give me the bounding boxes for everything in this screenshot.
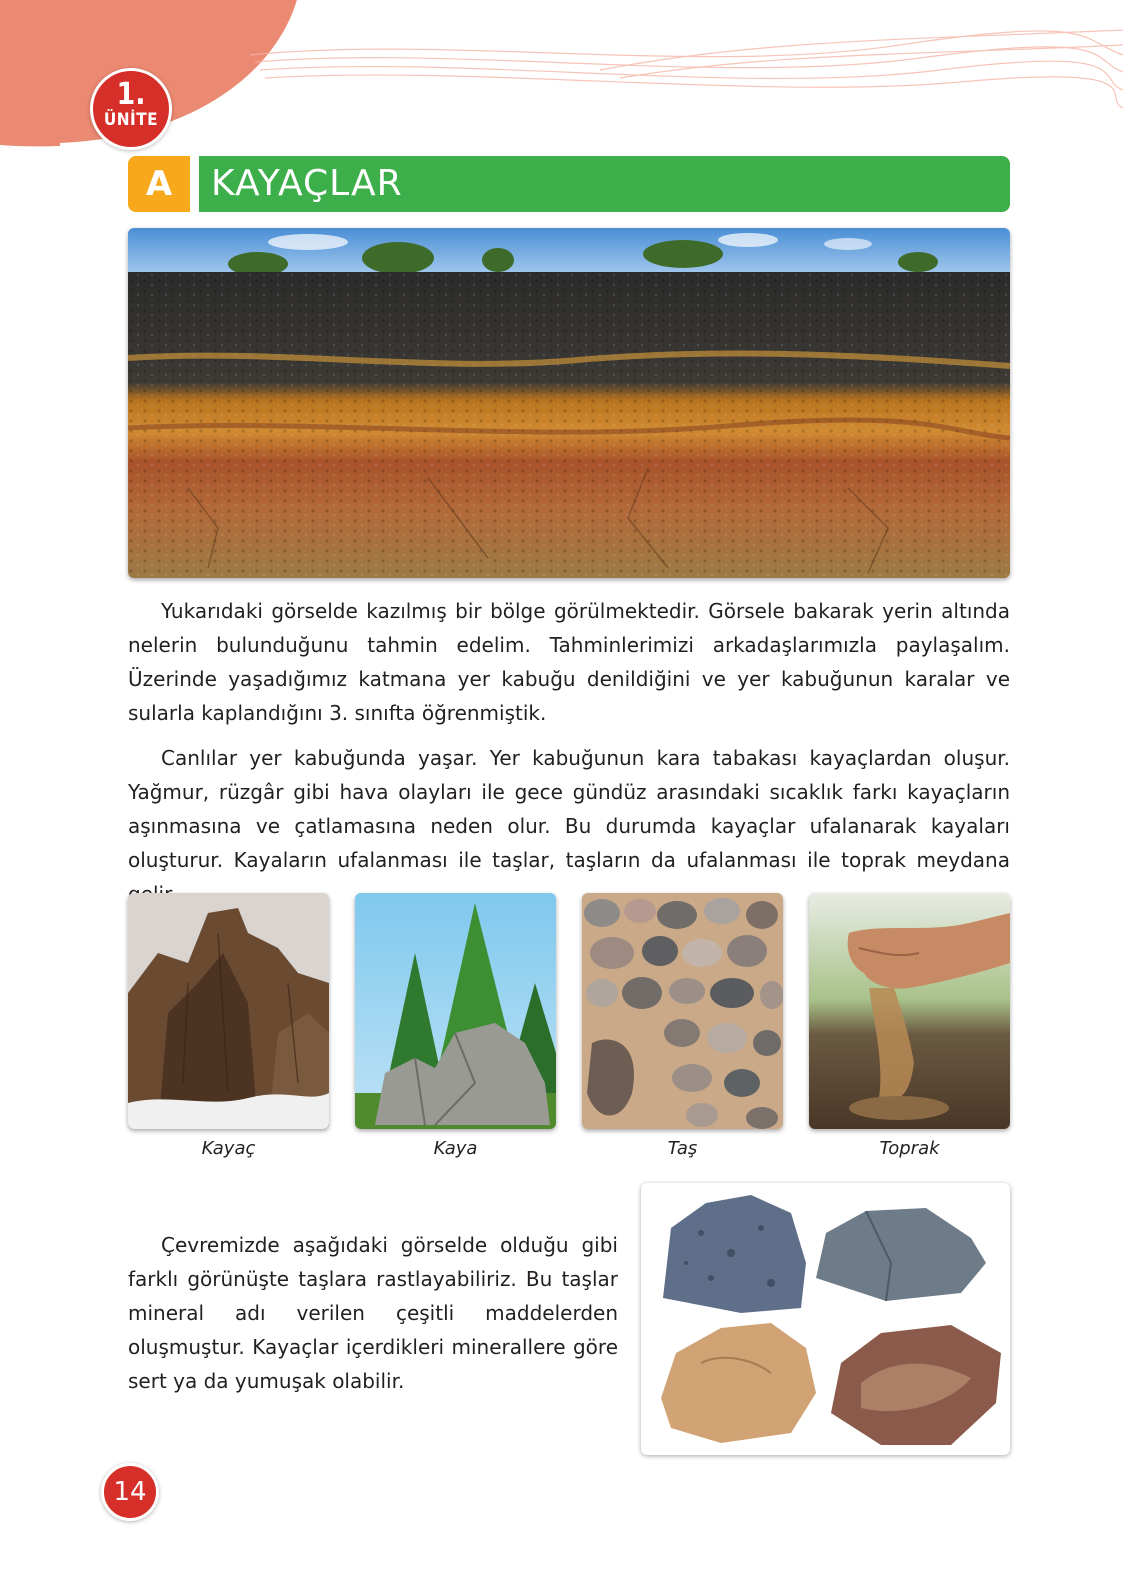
pebbles-photo xyxy=(582,893,783,1129)
section-title-bar xyxy=(128,156,1010,212)
boulder-photo xyxy=(355,893,556,1129)
section-letter: A xyxy=(128,156,190,212)
intro-paragraph: Yukarıdaki görselde kazılmış bir bölge görülmektedir. Görsele bakarak yerin altında nelerin bulunduğunu tahmin edelim. Tahminlerimizi arkadaşlarımızla paylaşalım. Üzerinde yaşadığımız katmana yer kabuğu denildiğini ve yer kabuğunun karalar ve sularla kaplandığını 3. sınıfta öğrenmiştik. xyxy=(128,599,1010,725)
soil-layers-photo xyxy=(128,228,1010,578)
rock-formation-photo xyxy=(128,893,329,1129)
caption-tas: Taş xyxy=(667,1138,698,1159)
unit-label: ÜNİTE xyxy=(103,110,159,130)
minerals-paragraph: Çevremizde aşağıdaki görselde olduğu gibi farklı görünüşte taşlara rastlayabiliriz. Bu taşlar mineral adı verilen çeşitli maddelerden oluşmuştur. Kayaçlar içerdikleri minerallere göre sert ya da yumuşak olabilir. xyxy=(128,1233,618,1393)
unit-number: 1. xyxy=(116,77,146,112)
unit-badge xyxy=(90,68,172,150)
soil-photo xyxy=(809,893,1010,1129)
caption-toprak: Toprak xyxy=(879,1138,940,1159)
section-title: KAYAÇLAR xyxy=(199,156,1010,212)
caption-kaya: Kaya xyxy=(433,1138,478,1159)
rock-samples-photo xyxy=(641,1183,1010,1455)
caption-kayac: Kayaç xyxy=(201,1138,256,1159)
formation-paragraph: Canlılar yer kabuğunda yaşar. Yer kabuğunun kara tabakası kayaçlardan oluşur. Yağmur, rüzgâr gibi hava olayları ile gece gündüz arasındaki sıcaklık farkı kayaçların aşınmasına ve çatlamasına neden olur. Bu durumda kayaçlar ufalanarak kayaları oluşturur. Kayaların ufalanması ile taşlar, taşların da ufalanması ile toprak meydana xyxy=(128,746,1010,872)
page-number: 14 xyxy=(101,1463,159,1521)
